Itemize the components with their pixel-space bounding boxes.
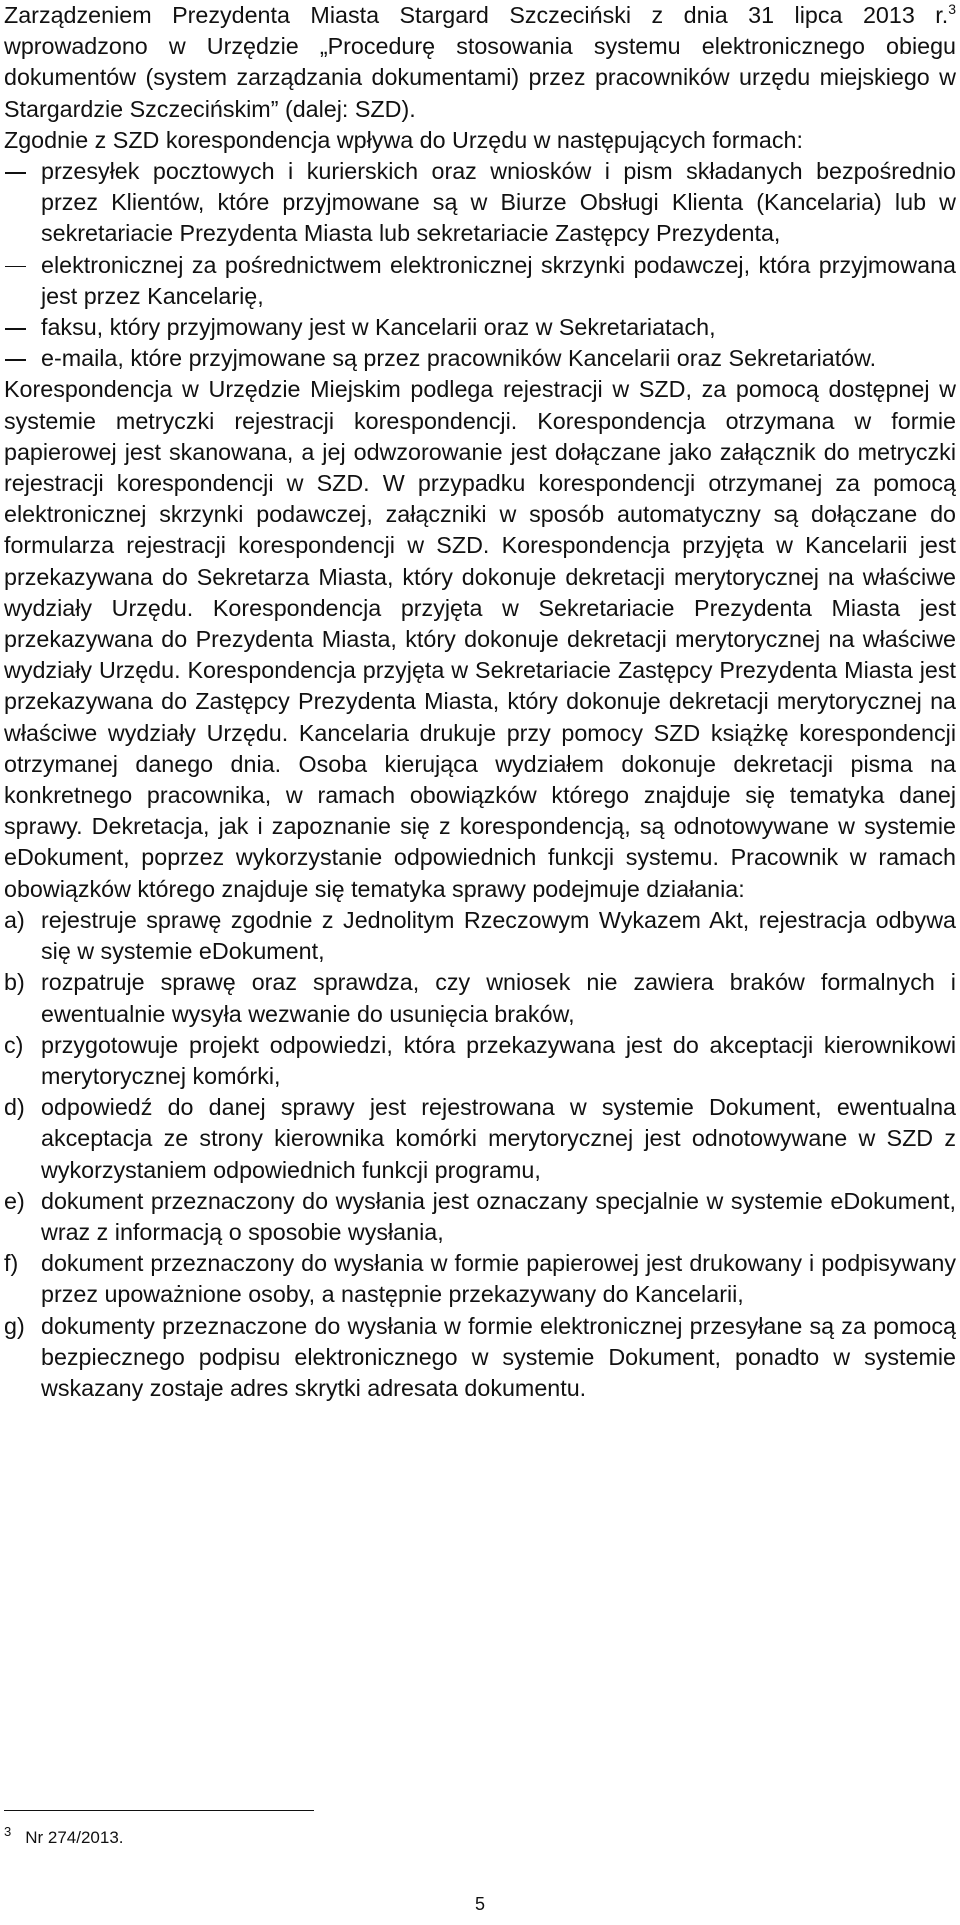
action-item bbox=[4, 905, 956, 967]
action-letter: f) bbox=[4, 1250, 19, 1277]
forms-list-item: faksu, który przyjmowany jest w Kancelarii oraz w Sekretariatach, bbox=[4, 312, 956, 343]
page-number: 5 bbox=[474, 1894, 485, 1914]
footnote-mark: 3 bbox=[4, 1824, 12, 1840]
forms-intro: Zgodnie z SZD korespondencja wpływa do Urzędu w następujących formach: bbox=[4, 126, 803, 153]
action-letter: b) bbox=[4, 969, 25, 996]
action-text: dokument przeznaczony do wysłania jest oznaczany specjalnie w systemie eDokument, wraz z informacją o sposobie wysłania, bbox=[41, 1187, 956, 1245]
action-letter: g) bbox=[4, 1312, 25, 1339]
forms-list bbox=[4, 156, 956, 374]
action-item bbox=[4, 1030, 956, 1092]
action-text: odpowiedź do danej sprawy jest rejestrowana w systemie Dokument, ewentualna akceptacja ze strony kierownika komórki merytorycznej jest odnotowywane w SZD z wykorzystaniem odpowiednich funkcji programu, bbox=[41, 1094, 956, 1183]
action-item bbox=[4, 1248, 956, 1310]
action-item bbox=[4, 1311, 956, 1405]
action-letter: a) bbox=[4, 906, 25, 933]
document-body bbox=[4, 0, 956, 1404]
footnote bbox=[4, 1824, 124, 1849]
action-text: rozpatruje sprawę oraz sprawdza, czy wniosek nie zawiera braków formalnych i ewentualnie wysyła wezwanie do usunięcia braków, bbox=[41, 969, 956, 1027]
action-item bbox=[4, 967, 956, 1029]
action-text: dokument przeznaczony do wysłania w formie papierowej jest drukowany i podpisywany przez upoważnione osoby, a następnie przekazywany do Kancelarii, bbox=[41, 1250, 956, 1308]
action-text: dokumenty przeznaczone do wysłania w formie elektronicznej przesyłane są za pomocą bezpiecznego podpisu elektronicznego w systemie Dokument, ponadto w systemie wskazany zostaje adres skrytki adresata dokumentu. bbox=[41, 1312, 956, 1401]
intro-paragraph bbox=[4, 0, 956, 125]
intro-text-continued: wprowadzono w Urzędzie „Procedurę stosowania systemu elektronicznego obiegu dokumentów (system zarządzania dokumentami) przez pracowników urzędu miejskiego w Stargardzie Szczecińskim” (dalej: SZD). bbox=[4, 33, 956, 122]
action-item bbox=[4, 1186, 956, 1248]
action-letter: e) bbox=[4, 1187, 25, 1214]
action-text: rejestruje sprawę zgodnie z Jednolitym Rzeczowym Wykazem Akt, rejestracja odbywa się w systemie eDokument, bbox=[41, 906, 956, 965]
action-letter: d) bbox=[4, 1094, 25, 1121]
footnote-reference: 3 bbox=[948, 1, 956, 18]
main-paragraph: Korespondencja w Urzędzie Miejskim podlega rejestracji w SZD, za pomocą dostępnej w systemie metryczki rejestracji korespondencji. Korespondencja otrzymana w formie papierowej jest skanowana, a jej odwzorowanie jest dołączane jako załącznik do metryczki rejestracji korespondencji w SZD. W przypadku korespondencji otrzymanej za pomocą elektronicznej skrzynki podawczej, załączniki w sposób automatyczny są dołączane do formularza rejestracji korespondencji w SZD. Korespondencja przyjęta w Kancelarii jest przekazywana do Sekretarza Miasta, który dokonuje dekretacji merytorycznej na właściwe wydziały Urzędu. Korespondencja przyjęta w Sekretariacie Prezydenta Miasta jest przekazywana do Prezydenta Miasta, który dokonuje dekretacji merytorycznej na właściwe wydziały Urzędu. Korespondencja przyjęta w Sekretariacie Zastępcy Prezydenta Miasta jest przekazywana do Zastępcy Prezydenta Miasta, który dokonuje dekretacji merytorycznej na właściwe wydziały Urzędu. Kancelaria drukuje przy pomocy SZD książkę korespondencji otrzymanej danego dnia. Osoba kierująca wydziałem dokonuje dekretacji pisma na konkretnego pracownika, w ramach obowiązków którego znajduje się tematyka danej sprawy. Dekretacja, jak i zapoznanie się z korespondencją, są odnotowywane w systemie eDokument, poprzez wykorzystanie odpowiednich funkcji systemu. Pracownik w ramach obowiązków którego znajduje się tematyka sprawy podejmuje działania: bbox=[4, 376, 956, 902]
footnote-divider bbox=[4, 1810, 314, 1811]
forms-list-item: e-maila, które przyjmowane są przez pracowników Kancelarii oraz Sekretariatów. bbox=[4, 343, 956, 374]
actions-list bbox=[4, 905, 956, 1404]
action-letter: c) bbox=[4, 1031, 24, 1058]
forms-list-item: przesyłek pocztowych i kurierskich oraz wniosków i pism składanych bezpośrednio przez Klientów, które przyjmowane są w Biurze Obsługi Klienta (Kancelaria) lub w sekretariacie Prezydenta Miasta lub sekretariacie Zastępcy Prezydenta, bbox=[4, 156, 956, 250]
forms-list-item: elektronicznej za pośrednictwem elektronicznej skrzynki podawczej, która przyjmowana jest przez Kancelarię, bbox=[4, 250, 956, 312]
action-text: przygotowuje projekt odpowiedzi, która przekazywana jest do akceptacji kierownikowi merytorycznej komórki, bbox=[41, 1031, 956, 1089]
action-item bbox=[4, 1092, 956, 1186]
intro-text: Zarządzeniem Prezydenta Miasta Stargard Szczeciński z dnia 31 lipca 2013 r. bbox=[4, 2, 949, 28]
footnote-text: Nr 274/2013. bbox=[25, 1828, 124, 1847]
